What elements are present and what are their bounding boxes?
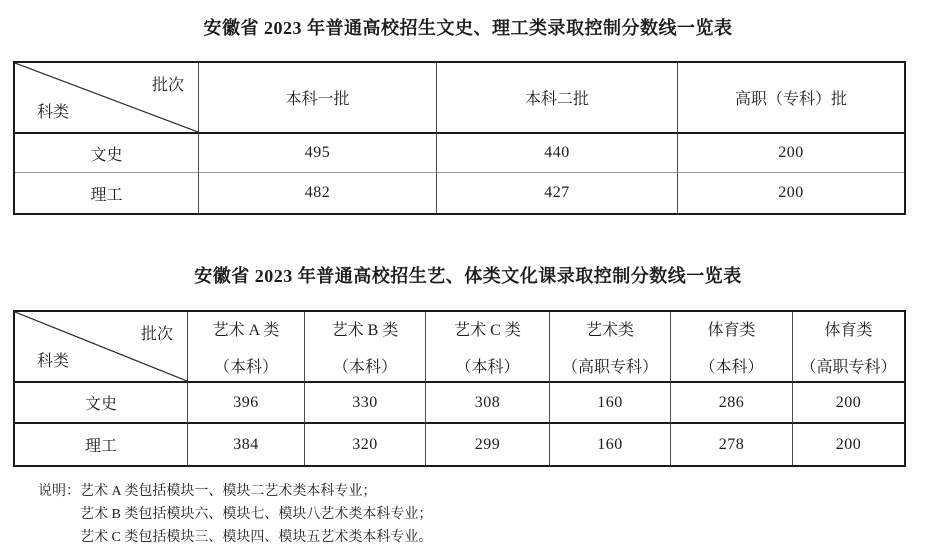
score-cell: 495 xyxy=(198,134,436,173)
page-title-yiti: 安徽省 2023 年普通高校招生艺、体类文化课录取控制分数线一览表 xyxy=(194,266,742,286)
score-cell: 330 xyxy=(304,383,425,424)
column-header-line1: 艺术类 xyxy=(585,321,634,339)
score-cell: 396 xyxy=(187,383,304,424)
column-header-line2: （本科） xyxy=(455,358,520,376)
score-table-wenli-ligong xyxy=(13,61,906,215)
corner-label-batch: 批次 xyxy=(151,77,184,94)
column-header-line2: （高职专科） xyxy=(561,358,658,376)
column-header-line1: 艺术 B 类 xyxy=(331,321,399,339)
column-header-line1: 艺术 C 类 xyxy=(454,321,521,339)
score-cell: 278 xyxy=(670,424,792,465)
score-cell: 200 xyxy=(792,383,904,424)
row-label: 文史 xyxy=(15,134,198,173)
column-header xyxy=(304,312,425,383)
score-table-yi-ti xyxy=(13,310,906,467)
note-line: 艺术 A 类包括模块一、模块二艺术类本科专业； xyxy=(80,484,377,499)
score-cell: 286 xyxy=(670,383,792,424)
score-cell: 320 xyxy=(304,424,425,465)
column-header xyxy=(425,312,549,383)
score-cell: 427 xyxy=(436,173,677,213)
column-header xyxy=(792,312,904,383)
corner-label-batch: 批次 xyxy=(140,326,173,343)
corner-header-cell xyxy=(15,312,187,383)
note-line: 艺术 B 类包括模块六、模块七、模块八艺术类本科专业； xyxy=(80,507,433,522)
page-title-wenli: 安徽省 2023 年普通高校招生文史、理工类录取控制分数线一览表 xyxy=(203,18,733,38)
score-cell: 200 xyxy=(677,173,904,213)
score-cell: 299 xyxy=(425,424,549,465)
column-header-line1: 艺术 A 类 xyxy=(212,321,280,339)
column-header: 本科二批 xyxy=(436,63,677,134)
score-cell: 200 xyxy=(677,134,904,173)
notes-block xyxy=(38,480,936,549)
row-label: 理工 xyxy=(84,438,117,455)
column-header-line2: （本科） xyxy=(332,358,397,376)
column-header xyxy=(187,312,304,383)
notes-lines xyxy=(80,480,432,549)
row-label: 文史 xyxy=(15,383,187,424)
column-header xyxy=(549,312,670,383)
column-header-line2: （本科） xyxy=(213,358,278,376)
column-header-line2: （高职专科） xyxy=(800,358,897,376)
note-line: 艺术 C 类包括模块三、模块四、模块五艺术类本科专业。 xyxy=(80,530,433,545)
corner-header-cell xyxy=(15,63,198,134)
score-cell: 482 xyxy=(198,173,436,213)
score-cell: 160 xyxy=(549,383,670,424)
score-cell: 384 xyxy=(187,424,304,465)
column-header-line1: 体育类 xyxy=(707,321,756,339)
corner-label-category: 科类 xyxy=(37,104,70,121)
corner-label-category: 科类 xyxy=(37,353,70,370)
column-header: 高职（专科）批 xyxy=(677,63,904,134)
column-header-line1: 体育类 xyxy=(824,321,873,339)
score-cell: 440 xyxy=(436,134,677,173)
score-cell: 200 xyxy=(792,424,904,465)
row-label: 理工 xyxy=(90,186,123,204)
column-header: 本科一批 xyxy=(198,63,436,134)
score-cell: 160 xyxy=(549,424,670,465)
notes-label: 说明： xyxy=(38,484,80,499)
column-header xyxy=(670,312,792,383)
score-cell: 308 xyxy=(425,383,549,424)
column-header-line2: （本科） xyxy=(699,358,764,376)
